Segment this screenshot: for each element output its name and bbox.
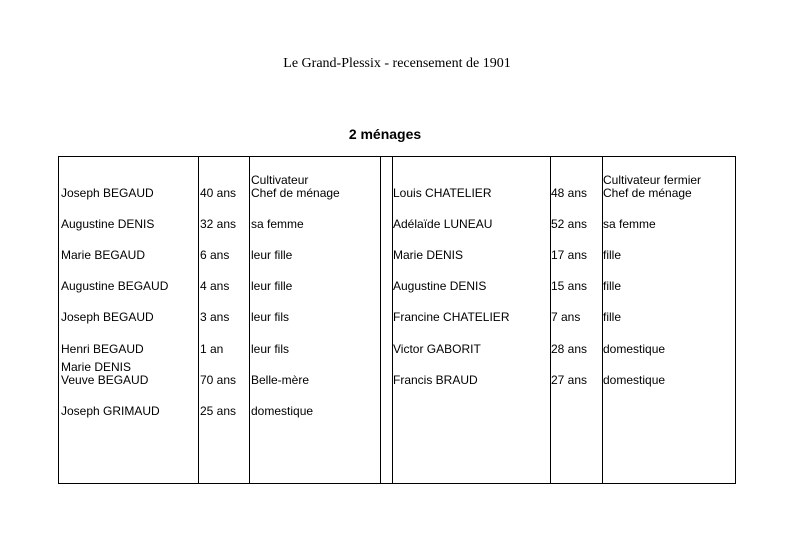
- person-name: Augustine BEGAUD: [61, 279, 169, 293]
- person-role: Chef de ménage: [251, 186, 340, 200]
- person-age: 28 ans: [551, 342, 588, 356]
- person-name: Francis BRAUD: [393, 373, 478, 387]
- column-divider: [249, 157, 250, 483]
- person-role: sa femme: [251, 217, 304, 231]
- person-age: 70 ans: [200, 373, 237, 387]
- person-role: Chef de ménage: [603, 186, 692, 200]
- person-name-line1: Marie DENIS: [61, 360, 132, 374]
- person-name: Victor GABORIT: [393, 342, 481, 356]
- person-name: Adélaïde LUNEAU: [393, 217, 493, 231]
- person-role: leur fils: [251, 342, 290, 356]
- person-role: sa femme: [603, 217, 656, 231]
- person-name: Marie BEGAUD: [61, 248, 146, 262]
- person-age: 1 an: [200, 342, 224, 356]
- person-role: domestique: [603, 342, 666, 356]
- person-name: Louis CHATELIER: [393, 186, 492, 200]
- person-role: leur fille: [251, 248, 293, 262]
- person-role: Belle-mère: [251, 373, 310, 387]
- person-age: 4 ans: [200, 279, 230, 293]
- column-divider: [198, 157, 199, 483]
- person-age: 25 ans: [200, 404, 237, 418]
- person-role: fille: [603, 310, 622, 324]
- person-name: Veuve BEGAUD: [61, 373, 149, 387]
- person-age: 7 ans: [551, 310, 581, 324]
- person-role: fille: [603, 248, 622, 262]
- page-subtitle: 2 ménages: [348, 126, 422, 142]
- person-name: Augustine DENIS: [61, 217, 155, 231]
- person-age: 40 ans: [200, 186, 237, 200]
- person-name: Augustine DENIS: [393, 279, 487, 293]
- person-name: Henri BEGAUD: [61, 342, 144, 356]
- person-name: Joseph GRIMAUD: [61, 404, 160, 418]
- person-name: Marie DENIS: [393, 248, 464, 262]
- column-divider: [380, 157, 381, 483]
- person-age: 48 ans: [551, 186, 588, 200]
- person-occupation: Cultivateur: [251, 173, 309, 187]
- person-role: leur fille: [251, 279, 293, 293]
- person-name: Francine CHATELIER: [393, 310, 510, 324]
- person-name: Joseph BEGAUD: [61, 310, 154, 324]
- person-age: 17 ans: [551, 248, 588, 262]
- person-role: fille: [603, 279, 622, 293]
- person-age: 52 ans: [551, 217, 588, 231]
- person-role: leur fils: [251, 310, 290, 324]
- person-name: Joseph BEGAUD: [61, 186, 154, 200]
- person-age: 32 ans: [200, 217, 237, 231]
- person-occupation: Cultivateur fermier: [603, 173, 702, 187]
- person-age: 15 ans: [551, 279, 588, 293]
- person-age: 3 ans: [200, 310, 230, 324]
- person-age: 27 ans: [551, 373, 588, 387]
- person-age: 6 ans: [200, 248, 230, 262]
- person-role: domestique: [251, 404, 314, 418]
- person-role: domestique: [603, 373, 666, 387]
- page-title: Le Grand-Plessix - recensement de 1901: [283, 56, 511, 71]
